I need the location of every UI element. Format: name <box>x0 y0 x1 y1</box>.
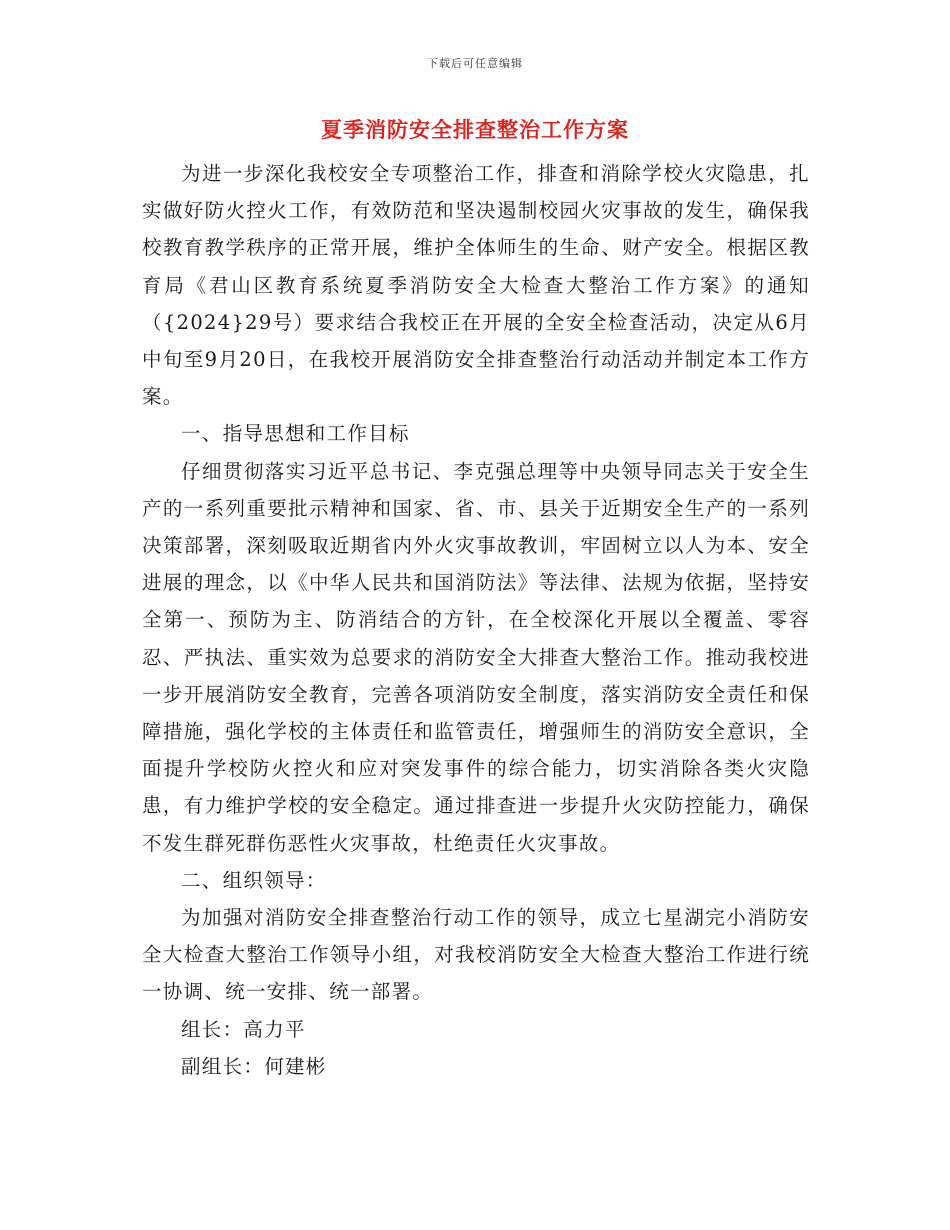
document-title: 夏季消防安全排查整治工作方案 <box>321 117 629 142</box>
intro-paragraph: 为进一步深化我校安全专项整治工作，排查和消除学校火灾隐患，扎实做好防火控火工作，有效防范和坚决遏制校园火灾事故的发生，确保我校教育教学秩序的正常开展，维护全体师生的生命、财产安全。根据区教育局《君山区教育系统夏季消防安全大检查大整治工作方案》的通知（{2024}29号）要求结合我校正在开展的全安全检查活动，决定从6月中旬至9月20日，在我校开展消防安全排查整治行动活动并制定本工作方案。 <box>142 162 810 409</box>
team-leader-line: 组长：高力平 <box>181 1017 306 1041</box>
deputy-leader-line: 副组长：何建彬 <box>181 1054 327 1078</box>
section-heading-guiding-ideology: 一、指导思想和工作目标 <box>181 422 410 446</box>
guiding-ideology-paragraph: 仔细贯彻落实习近平总书记、李克强总理等中央领导同志关于安全生产的一系列重要批示精神和国家、省、市、县关于近期安全生产的一系列决策部署，深刻吸取近期省内外火灾事故教训，牢固树立以人为本、安全进展的理念，以《中华人民共和国消防法》等法律、法规为依据，坚持安全第一、预防为主、防消结合的方针，在全校深化开展以全覆盖、零容忍、严执法、重实效为总要求的消防安全大排查大整治工作。推动我校进一步开展消防安全教育，完善各项消防安全制度，落实消防安全责任和保障措施，强化学校的主体责任和监管责任，增强师生的消防安全意识，全面提升学校防火控火和应对突发事件的综合能力，切实消除各类火灾隐患，有力维护学校的安全稳定。通过排查进一步提升火灾防控能力，确保不发生群死群伤恶性火灾事故，杜绝责任火灾事故。 <box>142 459 810 855</box>
document-body <box>142 155 810 1085</box>
section-heading-organization: 二、组织领导： <box>181 868 327 892</box>
header-note: 下载后可任意编辑 <box>427 57 523 70</box>
organization-paragraph: 为加强对消防安全排查整治行动工作的领导，成立七星湖完小消防安全大检查大整治工作领导小组，对我校消防安全大检查大整治工作进行统一协调、统一安排、统一部署。 <box>142 906 810 1004</box>
